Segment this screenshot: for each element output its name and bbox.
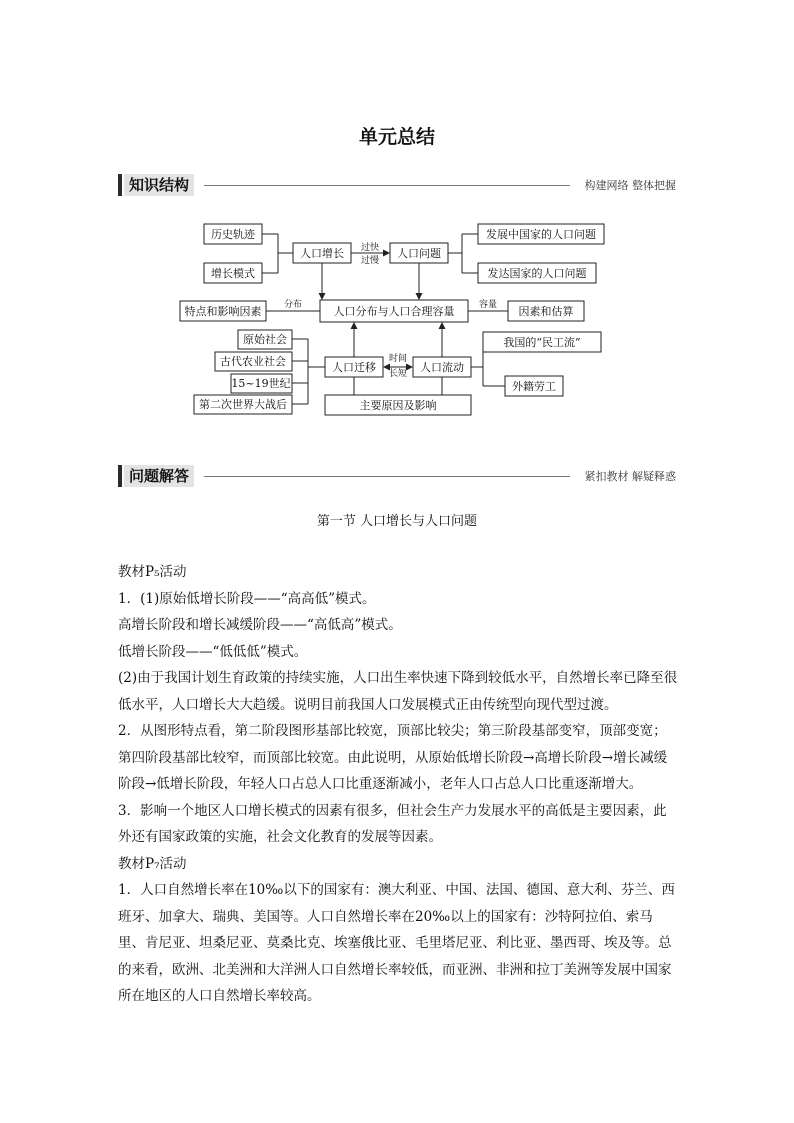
label-problem: 人口问题 xyxy=(397,247,441,260)
label-slow: 过慢 xyxy=(360,256,380,266)
section-divider xyxy=(204,476,570,477)
label-reasons: 主要原因及影响 xyxy=(359,399,437,412)
section-header-answers xyxy=(118,465,676,489)
answer-paragraph: 3．影响一个地区人口增长模式的因素有很多，但社会生产力发展水平的高低是主要因素，此外还有国家政策的实施，社会文化教育的发展等因素。 xyxy=(118,802,667,845)
label-foreign-labor: 外籍劳工 xyxy=(512,380,556,393)
knowledge-structure-diagram xyxy=(170,216,630,416)
label-growth: 人口增长 xyxy=(300,247,344,260)
label-factors: 因素和估算 xyxy=(518,305,574,318)
label-migration: 人口迁移 xyxy=(332,361,376,374)
label-migrant-workers: 我国的“民工流” xyxy=(503,336,581,349)
page-title: 单元总结 xyxy=(358,126,435,148)
answer-paragraph: 1．(1)原始低增长阶段——“高高低”模式。 xyxy=(118,590,376,607)
section-subtitle: 第一节 人口增长与人口问题 xyxy=(316,514,478,529)
label-length: 长短 xyxy=(388,369,408,379)
answer-body xyxy=(118,559,678,1010)
label-primitive: 原始社会 xyxy=(243,333,287,346)
section-header-knowledge xyxy=(118,174,676,198)
answer-paragraph: (2)由于我国计划生育政策的持续实施，人口出生率快速下降到较低水平，自然增长率已降至很低水平，人口增长大大趋缓。说明目前我国人口发展模式正由传统型向现代型过渡。 xyxy=(118,670,678,713)
activity-heading: 教材P₅活动 xyxy=(118,564,187,580)
section-label: 知识结构 xyxy=(124,174,194,196)
answer-paragraph: 低增长阶段——“低低低”模式。 xyxy=(118,643,308,660)
label-developed: 发达国家的人口问题 xyxy=(487,267,587,280)
label-distribution: 分布 xyxy=(283,300,303,310)
section-tagline: 构建网络 整体把握 xyxy=(584,179,676,192)
label-time: 时间 xyxy=(388,354,408,364)
activity-heading: 教材P₇活动 xyxy=(118,855,187,872)
section-divider xyxy=(204,185,570,186)
section-tagline: 紧扣教材 解疑释惑 xyxy=(584,470,676,483)
answer-paragraph: 2．从图形特点看，第二阶段图形基部比较宽，顶部比较尖；第三阶段基部变窄，顶部变宽；第四阶段基部比较窄，而顶部比较宽。由此说明，从原始低增长阶段→高增长阶段→增长减缓阶段→低增长阶段，年轻人口占总人口比重逐渐减小，老年人口占总人口比重逐渐增大。 xyxy=(118,723,668,792)
section-bar xyxy=(118,174,122,196)
answer-paragraph: 1．人口自然增长率在10‰以下的国家有：澳大利亚、中国、法国、德国、意大利、芬兰、西班牙、加拿大、瑞典、美国等。人口自然增长率在20‰以上的国家有：沙特阿拉伯、索马里、肯尼亚、坦桑尼亚、莫桑比克、埃塞俄比亚、毛里塔尼亚、利比亚、墨西哥、埃及等。总的来看，欧洲、北美洲和大洋洲人口自然增长率较低，而亚洲、非洲和拉丁美洲等发展中国家所在地区的人口自然增长率较高。 xyxy=(118,882,675,1004)
label-center: 人口分布与人口合理容量 xyxy=(333,305,455,318)
label-features: 特点和影响因素 xyxy=(184,305,262,318)
section-bar xyxy=(118,465,122,487)
label-flow: 人口流动 xyxy=(420,361,464,374)
label-developing: 发展中国家的人口问题 xyxy=(486,228,596,241)
section-label: 问题解答 xyxy=(124,465,194,487)
label-ancient: 古代农业社会 xyxy=(220,355,286,368)
label-growth-mode: 增长模式 xyxy=(211,267,255,280)
label-fast: 过快 xyxy=(360,243,380,253)
answer-paragraph: 高增长阶段和增长减缓阶段——“高低高”模式。 xyxy=(118,617,402,633)
label-century: 15~19世纪 xyxy=(231,377,291,390)
label-ww2: 第二次世界大战后 xyxy=(199,398,287,411)
label-capacity: 容量 xyxy=(478,300,498,310)
label-history: 历史轨迹 xyxy=(211,228,255,241)
